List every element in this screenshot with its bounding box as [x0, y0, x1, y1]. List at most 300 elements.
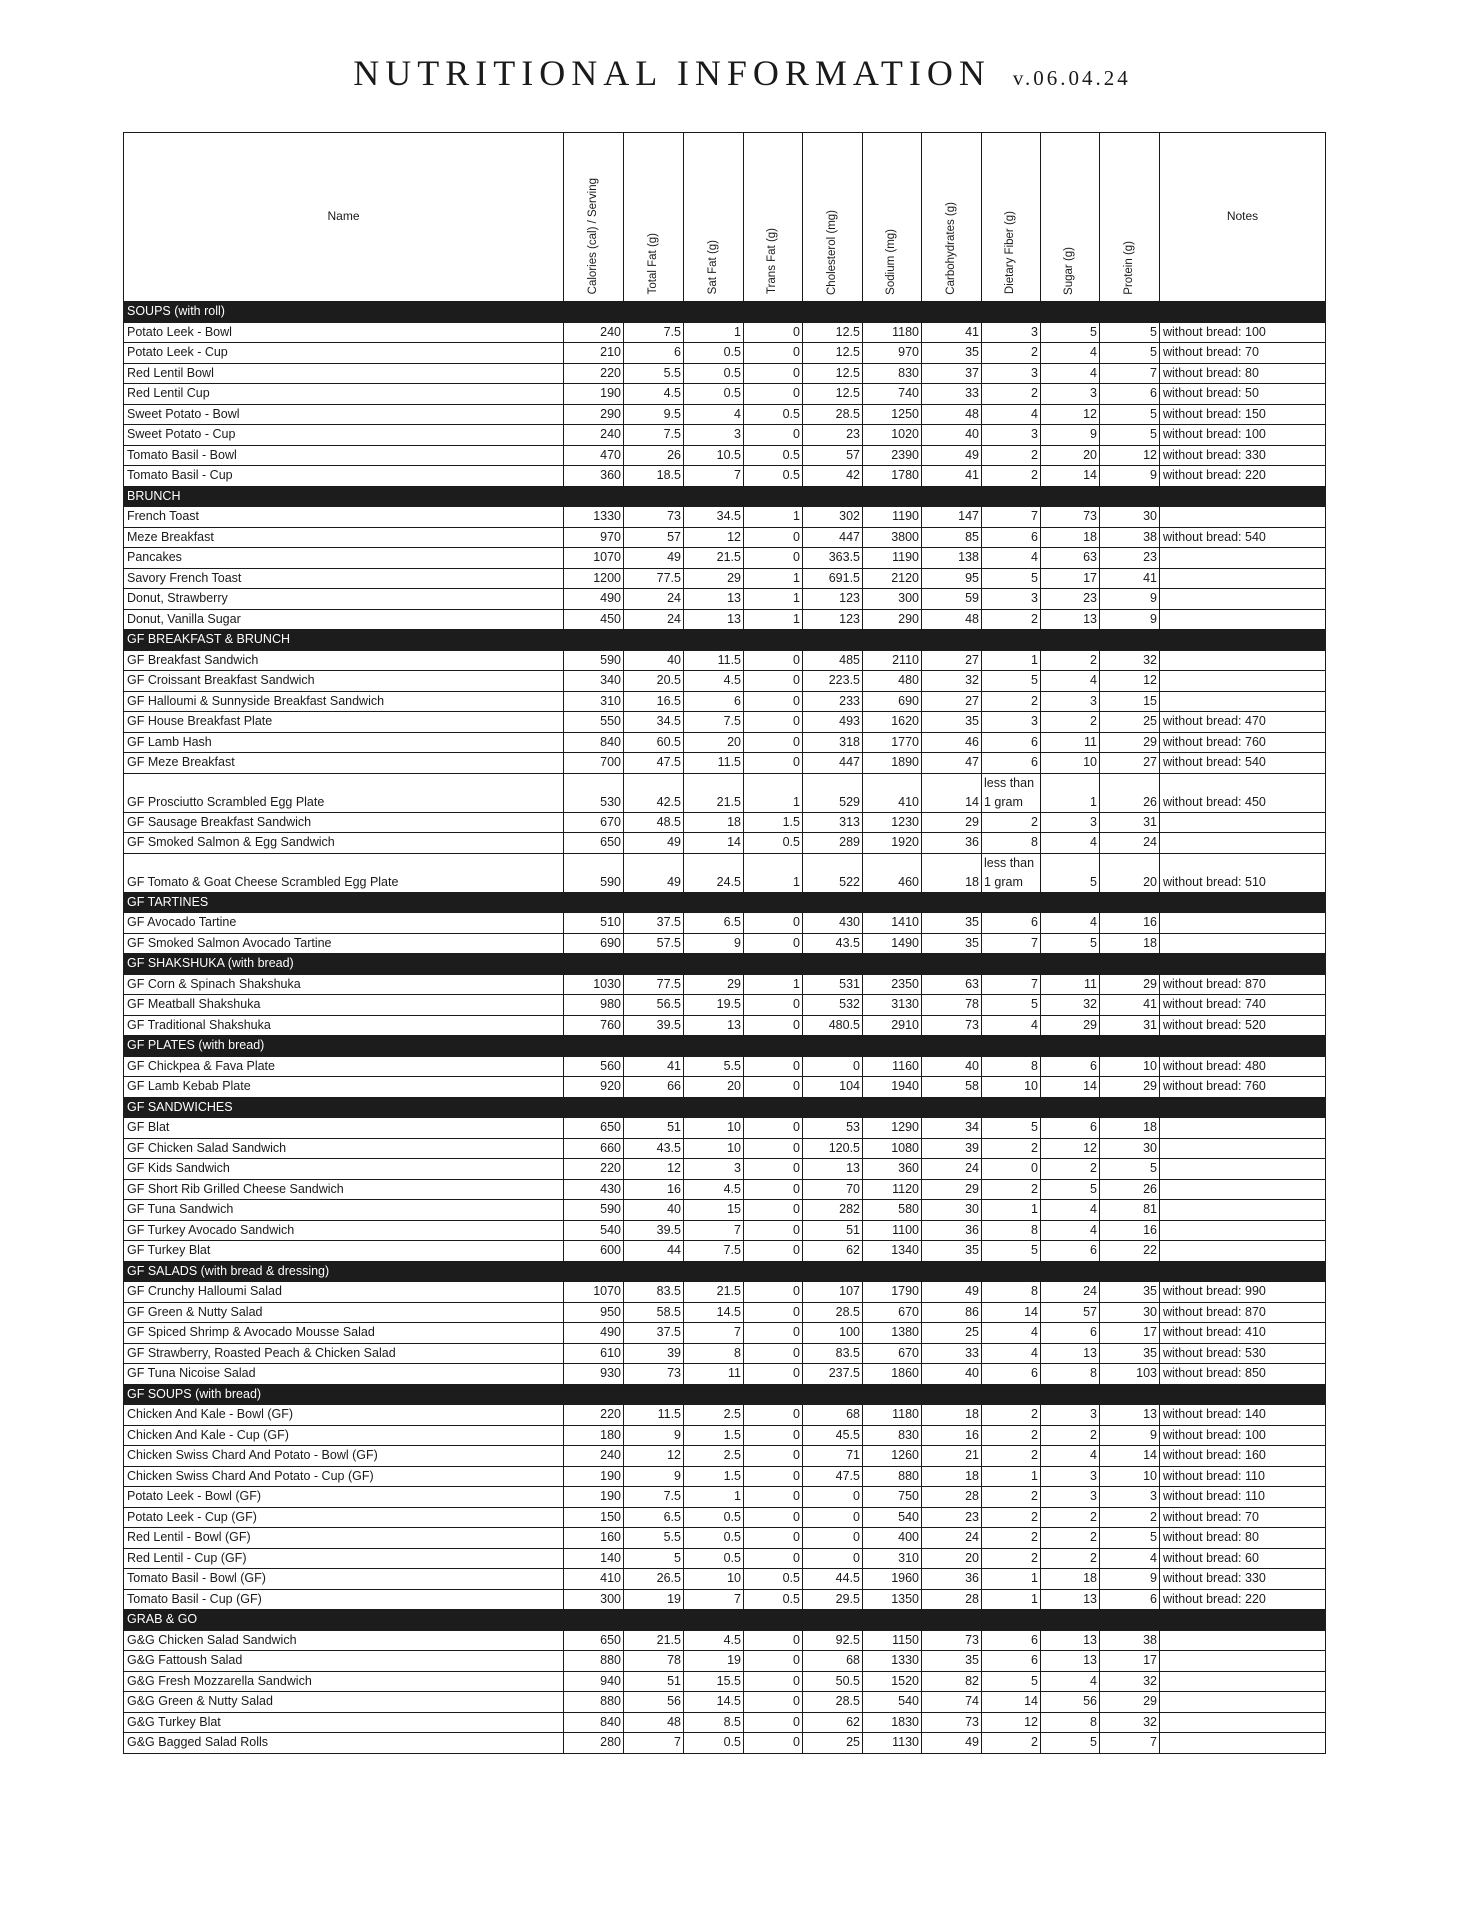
nutrient-value: 2: [1041, 1159, 1100, 1180]
nutrient-value: 1520: [863, 1671, 922, 1692]
nutrient-value: 18: [922, 1405, 982, 1426]
nutrient-value: 540: [863, 1692, 922, 1713]
nutrient-value: 1: [744, 568, 803, 589]
nutrient-value: 3: [982, 322, 1041, 343]
nutrient-value: 35: [1100, 1282, 1160, 1303]
nutrient-value: 220: [564, 1159, 624, 1180]
table-row: [124, 1364, 1326, 1385]
nutrient-value: 0: [744, 384, 803, 405]
nutrient-value: 40: [624, 1200, 684, 1221]
nutrient-value: 10: [684, 1118, 744, 1139]
nutrient-value: 48: [922, 404, 982, 425]
nutrient-value: 2120: [863, 568, 922, 589]
nutrient-value: 2: [982, 812, 1041, 833]
nutrient-value: 32: [1100, 1712, 1160, 1733]
item-name: GF Tuna Sandwich: [124, 1200, 564, 1221]
nutrient-value: 8: [982, 833, 1041, 854]
nutrient-value: 20: [1041, 445, 1100, 466]
nutrient-value: 2: [982, 1405, 1041, 1426]
nutrient-value: 73: [922, 1712, 982, 1733]
nutrient-value: 2: [982, 445, 1041, 466]
item-notes: without bread: 330: [1160, 445, 1326, 466]
nutrient-value: 5: [982, 1671, 1041, 1692]
nutrient-value: 13: [1041, 1630, 1100, 1651]
item-name: Tomato Basil - Bowl (GF): [124, 1569, 564, 1590]
nutrient-value: 3: [1100, 1487, 1160, 1508]
nutrient-value: 1490: [863, 933, 922, 954]
nutrient-value: 29: [922, 1179, 982, 1200]
nutrient-value: 0: [744, 712, 803, 733]
nutrient-value: 6: [982, 1630, 1041, 1651]
nutrient-value: 4: [1100, 1548, 1160, 1569]
nutrient-value: 12: [684, 527, 744, 548]
nutrient-value: 2: [982, 1733, 1041, 1754]
nutrient-value: 2: [982, 384, 1041, 405]
nutrient-value: 12: [982, 1712, 1041, 1733]
nutrient-value: 0.5: [684, 1548, 744, 1569]
nutrient-value: 74: [922, 1692, 982, 1713]
nutrient-value: 1: [744, 589, 803, 610]
nutrient-value: less than 1 gram: [982, 853, 1041, 892]
nutrient-value: 880: [564, 1692, 624, 1713]
nutrient-value: 40: [922, 425, 982, 446]
nutrient-value: 34: [922, 1118, 982, 1139]
item-name: GF Chicken Salad Sandwich: [124, 1138, 564, 1159]
nutrient-value: 24: [922, 1159, 982, 1180]
nutrient-value: 9: [1041, 425, 1100, 446]
nutrient-value: 15.5: [684, 1671, 744, 1692]
nutrient-value: 650: [564, 1630, 624, 1651]
nutrient-value: 950: [564, 1302, 624, 1323]
nutrition-table: [123, 132, 1326, 1754]
nutrient-value: 0.5: [684, 1733, 744, 1754]
table-row: [124, 425, 1326, 446]
nutrient-value: 3800: [863, 527, 922, 548]
nutrient-value: 0: [744, 1528, 803, 1549]
nutrient-value: 485: [803, 650, 863, 671]
nutrient-value: 410: [564, 1569, 624, 1590]
item-notes: without bread: 760: [1160, 732, 1326, 753]
nutrient-value: 58: [922, 1077, 982, 1098]
nutrient-value: 1: [982, 1200, 1041, 1221]
table-row: [124, 712, 1326, 733]
item-notes: without bread: 100: [1160, 322, 1326, 343]
nutrient-value: 830: [863, 363, 922, 384]
section-header-row: [124, 1097, 1326, 1118]
nutrient-value: 302: [803, 507, 863, 528]
nutrient-value: 25: [922, 1323, 982, 1344]
nutrient-value: 0: [744, 933, 803, 954]
nutrient-value: 289: [803, 833, 863, 854]
nutrient-value: 1330: [564, 507, 624, 528]
nutrient-value: 1070: [564, 548, 624, 569]
nutrient-value: 68: [803, 1405, 863, 1426]
nutrient-value: 120.5: [803, 1138, 863, 1159]
nutrient-value: 92.5: [803, 1630, 863, 1651]
nutrient-value: 86: [922, 1302, 982, 1323]
section-header-row: [124, 1610, 1326, 1631]
nutrient-value: 691.5: [803, 568, 863, 589]
nutrient-value: 1230: [863, 812, 922, 833]
nutrient-value: 1330: [863, 1651, 922, 1672]
column-header: Calories (cal) / Serving: [564, 133, 624, 302]
nutrient-value: 56.5: [624, 995, 684, 1016]
nutrient-value: 3: [1041, 384, 1100, 405]
nutrient-value: 31: [1100, 812, 1160, 833]
nutrient-value: 0: [744, 995, 803, 1016]
item-name: Tomato Basil - Bowl: [124, 445, 564, 466]
item-name: G&G Fresh Mozzarella Sandwich: [124, 1671, 564, 1692]
nutrient-value: 83.5: [624, 1282, 684, 1303]
nutrient-value: 430: [803, 913, 863, 934]
nutrient-value: 49: [624, 853, 684, 892]
table-row: [124, 343, 1326, 364]
nutrient-value: 60.5: [624, 732, 684, 753]
nutrient-value: 0: [744, 732, 803, 753]
nutrient-value: 81: [1100, 1200, 1160, 1221]
nutrient-value: 6: [982, 913, 1041, 934]
nutrient-value: 0: [744, 671, 803, 692]
item-notes: without bread: 50: [1160, 384, 1326, 405]
nutrient-value: 62: [803, 1241, 863, 1262]
nutrient-value: 14: [982, 1302, 1041, 1323]
nutrient-value: 14.5: [684, 1692, 744, 1713]
nutrient-value: 240: [564, 425, 624, 446]
nutrient-value: 4: [1041, 1200, 1100, 1221]
item-name: GF Traditional Shakshuka: [124, 1015, 564, 1036]
item-notes: [1160, 589, 1326, 610]
nutrient-value: 8: [1041, 1712, 1100, 1733]
nutrient-value: 23: [803, 425, 863, 446]
nutrient-value: 57: [624, 527, 684, 548]
nutrient-value: 223.5: [803, 671, 863, 692]
nutrient-value: 32: [1100, 1671, 1160, 1692]
table-row: [124, 1241, 1326, 1262]
nutrient-value: 23: [922, 1507, 982, 1528]
section-header-row: [124, 892, 1326, 913]
item-notes: without bread: 480: [1160, 1056, 1326, 1077]
section-header-row: [124, 1036, 1326, 1057]
item-notes: without bread: 540: [1160, 753, 1326, 774]
nutrient-value: 4: [982, 548, 1041, 569]
table-row: [124, 1282, 1326, 1303]
nutrient-value: 360: [564, 466, 624, 487]
nutrient-value: 1070: [564, 1282, 624, 1303]
item-name: Potato Leek - Bowl: [124, 322, 564, 343]
nutrient-value: 5: [982, 1118, 1041, 1139]
nutrient-value: 0: [744, 1056, 803, 1077]
item-name: Red Lentil Bowl: [124, 363, 564, 384]
nutrient-value: 13: [803, 1159, 863, 1180]
nutrient-value: 410: [863, 773, 922, 812]
nutrient-value: 50.5: [803, 1671, 863, 1692]
nutrient-value: 0.5: [744, 445, 803, 466]
nutrient-value: 41: [624, 1056, 684, 1077]
nutrient-value: 10: [1100, 1466, 1160, 1487]
nutrient-value: 9: [1100, 1425, 1160, 1446]
nutrient-value: 2.5: [684, 1405, 744, 1426]
nutrient-value: 16: [922, 1425, 982, 1446]
nutrient-value: 140: [564, 1548, 624, 1569]
nutrient-value: 4: [1041, 1446, 1100, 1467]
item-name: Chicken And Kale - Cup (GF): [124, 1425, 564, 1446]
nutrient-value: 1780: [863, 466, 922, 487]
nutrient-value: 57.5: [624, 933, 684, 954]
nutrient-value: 16: [1100, 913, 1160, 934]
table-row: [124, 1466, 1326, 1487]
section-header-row: [124, 302, 1326, 323]
item-name: Chicken Swiss Chard And Potato - Cup (GF): [124, 1466, 564, 1487]
nutrient-value: 0: [744, 1077, 803, 1098]
nutrient-value: 0: [744, 425, 803, 446]
nutrient-value: 44.5: [803, 1569, 863, 1590]
nutrient-value: 82: [922, 1671, 982, 1692]
item-notes: without bread: 160: [1160, 1446, 1326, 1467]
nutrient-value: 1920: [863, 833, 922, 854]
nutrient-value: 29: [1100, 1692, 1160, 1713]
table-row: [124, 974, 1326, 995]
nutrient-value: 660: [564, 1138, 624, 1159]
nutrient-value: 4: [1041, 913, 1100, 934]
nutrient-value: 5.5: [624, 1528, 684, 1549]
item-notes: [1160, 691, 1326, 712]
nutrient-value: 160: [564, 1528, 624, 1549]
nutrient-value: 6: [1041, 1118, 1100, 1139]
nutrient-value: 47.5: [803, 1466, 863, 1487]
nutrient-value: 77.5: [624, 568, 684, 589]
item-name: G&G Bagged Salad Rolls: [124, 1733, 564, 1754]
nutrient-value: 1960: [863, 1569, 922, 1590]
nutrient-value: 58.5: [624, 1302, 684, 1323]
nutrient-value: 34.5: [624, 712, 684, 733]
item-notes: [1160, 609, 1326, 630]
nutrient-value: 39: [922, 1138, 982, 1159]
nutrient-value: 100: [803, 1323, 863, 1344]
nutrient-value: 0: [744, 1323, 803, 1344]
nutrient-value: 63: [1041, 548, 1100, 569]
nutrient-value: 10: [1041, 753, 1100, 774]
nutrient-value: 32: [1100, 650, 1160, 671]
table-row: [124, 1405, 1326, 1426]
item-notes: [1160, 833, 1326, 854]
table-row: [124, 1138, 1326, 1159]
column-header: Total Fat (g): [624, 133, 684, 302]
nutrient-value: 24: [1041, 1282, 1100, 1303]
nutrient-value: 0: [744, 1507, 803, 1528]
item-notes: [1160, 568, 1326, 589]
nutrient-value: 2: [982, 1446, 1041, 1467]
table-row: [124, 671, 1326, 692]
item-name: GF Crunchy Halloumi Salad: [124, 1282, 564, 1303]
nutrient-value: 1.5: [684, 1425, 744, 1446]
item-notes: without bread: 80: [1160, 363, 1326, 384]
nutrient-value: 3130: [863, 995, 922, 1016]
nutrient-value: 7.5: [684, 712, 744, 733]
nutrient-value: 0.5: [744, 404, 803, 425]
nutrient-value: 19.5: [684, 995, 744, 1016]
nutrient-value: 32: [922, 671, 982, 692]
item-notes: [1160, 812, 1326, 833]
table-row: [124, 548, 1326, 569]
item-name: Savory French Toast: [124, 568, 564, 589]
table-row: [124, 1077, 1326, 1098]
item-name: Chicken And Kale - Bowl (GF): [124, 1405, 564, 1426]
nutrient-value: 18: [1041, 527, 1100, 548]
nutrient-value: 2: [982, 1179, 1041, 1200]
nutrient-value: 0: [744, 1733, 803, 1754]
nutrient-value: 4.5: [684, 671, 744, 692]
nutrient-value: 23: [1041, 589, 1100, 610]
nutrient-value: 31: [1100, 1015, 1160, 1036]
nutrient-value: 360: [863, 1159, 922, 1180]
nutrient-value: 33: [922, 384, 982, 405]
nutrient-value: 48: [922, 609, 982, 630]
nutrient-value: 12.5: [803, 343, 863, 364]
item-name: GF Tomato & Goat Cheese Scrambled Egg Plate: [124, 853, 564, 892]
nutrient-value: 28.5: [803, 1692, 863, 1713]
nutrient-value: 56: [624, 1692, 684, 1713]
nutrient-value: 0.5: [684, 363, 744, 384]
table-row: [124, 1589, 1326, 1610]
nutrient-value: 840: [564, 1712, 624, 1733]
item-notes: [1160, 548, 1326, 569]
item-name: GF Strawberry, Roasted Peach & Chicken Salad: [124, 1343, 564, 1364]
nutrient-value: 28: [922, 1487, 982, 1508]
item-name: Meze Breakfast: [124, 527, 564, 548]
nutrient-value: 53: [803, 1118, 863, 1139]
nutrient-value: 11.5: [684, 650, 744, 671]
nutrient-value: 5: [982, 568, 1041, 589]
nutrient-value: 970: [863, 343, 922, 364]
nutrient-value: 7: [684, 1589, 744, 1610]
item-notes: without bread: 110: [1160, 1466, 1326, 1487]
table-row: [124, 1179, 1326, 1200]
nutrient-value: 493: [803, 712, 863, 733]
table-row: [124, 404, 1326, 425]
nutrient-value: 10: [982, 1077, 1041, 1098]
nutrient-value: 930: [564, 1364, 624, 1385]
nutrient-value: 1030: [564, 974, 624, 995]
nutrient-value: 2: [1041, 1425, 1100, 1446]
nutrient-value: 20: [684, 732, 744, 753]
table-row: [124, 384, 1326, 405]
nutrient-value: 590: [564, 650, 624, 671]
table-row: [124, 1425, 1326, 1446]
nutrient-value: 0: [744, 1138, 803, 1159]
nutrient-value: 46: [922, 732, 982, 753]
nutrient-value: 73: [922, 1630, 982, 1651]
nutrient-value: 66: [624, 1077, 684, 1098]
section-title: GF SOUPS (with bread): [124, 1384, 1326, 1405]
nutrient-value: 36: [922, 1569, 982, 1590]
nutrient-value: 0: [744, 343, 803, 364]
nutrient-value: 2110: [863, 650, 922, 671]
nutrient-value: 35: [922, 1241, 982, 1262]
nutrient-value: 0: [744, 1302, 803, 1323]
item-notes: without bread: 540: [1160, 527, 1326, 548]
nutrient-value: 37.5: [624, 913, 684, 934]
nutrient-value: 5: [1100, 425, 1160, 446]
nutrient-value: 9: [1100, 609, 1160, 630]
nutrient-value: 550: [564, 712, 624, 733]
nutrient-value: 0.5: [744, 1589, 803, 1610]
nutrient-value: 880: [564, 1651, 624, 1672]
section-header-row: [124, 954, 1326, 975]
item-name: G&G Green & Nutty Salad: [124, 1692, 564, 1713]
nutrient-value: 35: [922, 712, 982, 733]
nutrient-value: 0: [744, 1159, 803, 1180]
nutrient-value: 49: [922, 445, 982, 466]
item-notes: [1160, 1241, 1326, 1262]
nutrient-value: 123: [803, 609, 863, 630]
nutrient-value: 49: [922, 1733, 982, 1754]
section-title: GRAB & GO: [124, 1610, 1326, 1631]
nutrient-value: 6: [982, 527, 1041, 548]
nutrient-value: 0.5: [684, 384, 744, 405]
nutrient-value: 1350: [863, 1589, 922, 1610]
nutrient-value: 20: [1100, 853, 1160, 892]
item-notes: [1160, 1159, 1326, 1180]
nutrient-value: 21.5: [684, 1282, 744, 1303]
nutrient-value: 49: [922, 1282, 982, 1303]
item-notes: without bread: 100: [1160, 425, 1326, 446]
table-row: [124, 1118, 1326, 1139]
nutrient-value: 0: [744, 913, 803, 934]
nutrient-value: 2: [1041, 712, 1100, 733]
nutrient-value: 237.5: [803, 1364, 863, 1385]
nutrient-value: 26: [1100, 773, 1160, 812]
table-row: [124, 1056, 1326, 1077]
nutrient-value: 40: [922, 1364, 982, 1385]
nutrient-value: 1120: [863, 1179, 922, 1200]
nutrient-value: 3: [982, 712, 1041, 733]
item-notes: [1160, 1733, 1326, 1754]
nutrient-value: 1380: [863, 1323, 922, 1344]
section-header-row: [124, 486, 1326, 507]
nutrient-value: 36: [922, 1220, 982, 1241]
nutrient-value: 1180: [863, 322, 922, 343]
nutrient-value: 1830: [863, 1712, 922, 1733]
nutrient-value: 73: [1041, 507, 1100, 528]
item-name: GF Short Rib Grilled Cheese Sandwich: [124, 1179, 564, 1200]
item-name: GF Smoked Salmon & Egg Sandwich: [124, 833, 564, 854]
nutrient-value: 13: [1041, 1343, 1100, 1364]
nutrient-value: 35: [1100, 1343, 1160, 1364]
nutrient-value: 6.5: [684, 913, 744, 934]
nutrient-value: 290: [863, 609, 922, 630]
nutrient-value: 510: [564, 913, 624, 934]
nutrient-value: 2: [1041, 1528, 1100, 1549]
table-row: [124, 933, 1326, 954]
nutrient-value: 1160: [863, 1056, 922, 1077]
nutrient-value: 150: [564, 1507, 624, 1528]
table-row: [124, 833, 1326, 854]
nutrient-value: 73: [624, 1364, 684, 1385]
nutrient-value: 4: [1041, 671, 1100, 692]
nutrient-value: 6.5: [624, 1507, 684, 1528]
nutrient-value: 0: [744, 1651, 803, 1672]
item-name: GF Tuna Nicoise Salad: [124, 1364, 564, 1385]
nutrient-value: 580: [863, 1200, 922, 1221]
nutrient-value: 1020: [863, 425, 922, 446]
nutrient-value: 41: [922, 466, 982, 487]
nutrient-value: 18: [1041, 1569, 1100, 1590]
column-header: Protein (g): [1100, 133, 1160, 302]
nutrient-value: 24: [1100, 833, 1160, 854]
column-header: Cholesterol (mg): [803, 133, 863, 302]
item-name: Potato Leek - Cup (GF): [124, 1507, 564, 1528]
nutrient-value: 7: [982, 933, 1041, 954]
